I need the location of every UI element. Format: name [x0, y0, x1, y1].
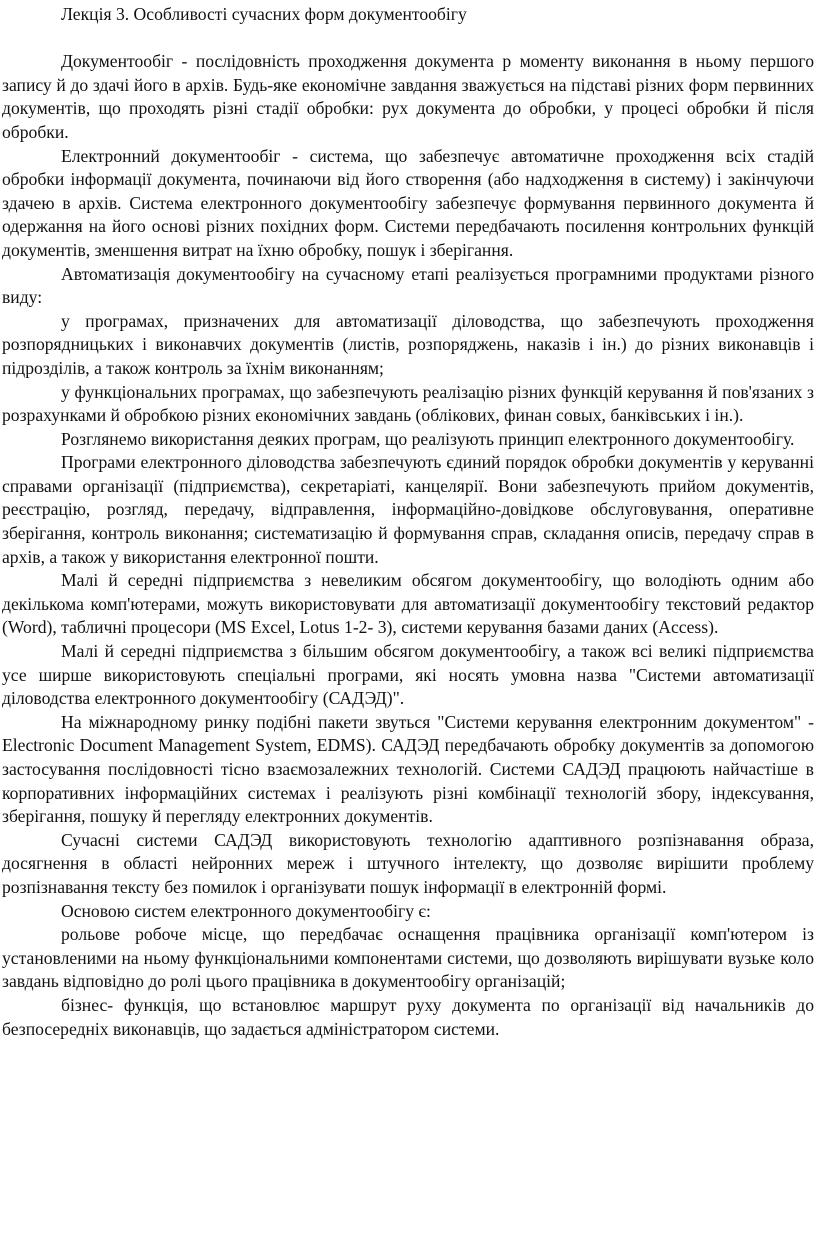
paragraph-business-function: бізнес- функція, що встановлює маршрут руху документа по організації від начальників до безпосередніх виконавців, що задається адміністратором системи. [2, 994, 814, 1039]
paragraph-international-market: На міжнародному ринку подібні пакети звуться "Системи керування електронним документом" - Electronic Document Management System, EDMS). САДЭД передбачають обробку документів за допомогою застосування послідовності тісно взаємозалежних технологій. Системи САДЭД працюють найчастіше в корпоративних інформаційних системах і реалізують різні комбінації технологій збору, індексування, зберігання, пошуку й перегляду електронних документів. [2, 711, 814, 827]
paragraph-electronic-document-flow: Електронний документообіг - система, що забезпечує автоматичне проходження всіх стадій обробки інформації документа, починаючи від його створення (або надходження в систему) і закінчуючи здачею в архів. Система електронного документообігу забезпечує формування первинного документа й одержання на його основі різних похідних форм. Системи передбачають посилення контрольних функцій документів, зменшення витрат на їхню обробку, пошук і зберігання. [2, 145, 814, 260]
paragraph-modern-systems: Сучасні системи САДЭД використовують технологію адаптивного розпізнавання образа, досягнення в області нейронних мереж і штучного інтелекту, що дозволяє вирішити проблему розпізнавання тексту без помилок і організувати пошук інформації в електронній формі. [2, 829, 814, 897]
paragraph-large-enterprises: Малі й середні підприємства з більшим обсягом документообігу, а також всі великі підприємства усе ширше використовують спеціальні програми, які носять умовна назва "Системи автоматизації діловодства електронного документообігу (САДЭД)". [2, 641, 814, 709]
paragraph-role-workplace: рольове робоче місце, що передбачає оснащення працівника організації комп'ютером із установленими на ньому функціональними компонентами системи, що дозволяють вирішувати вузьке коло завдань відповідно до ролі цього працівника в документообігу організацій; [2, 924, 814, 992]
paragraph-electronic-records-programs: Програми електронного діловодства забезпечують єдиний порядок обробки документів у керуванні справами організації (підприємства), секретаріаті, канцелярії. Вони забезпечують прийом документів, реєстрацію, розгляд, передачу, відправлення, інформаційно-довідкове обслуговування, оперативне зберігання, контроль виконання; систематизацію й формування справ, складання описів, передачу справ в архів, а також у використання електронної пошти. [2, 452, 814, 567]
paragraph-consider-programs: Розглянемо використання деяких програм, що реалізують принцип електронного документообігу. [61, 428, 795, 449]
paragraph-office-automation-programs: у програмах, призначених для автоматизації діловодства, що забезпечують проходження розпорядницьких і виконавчих документів (листів, розпоряджень, наказів і ін.) до різних виконавців і підрозділів, а також контроль за їхнім виконанням; [2, 310, 814, 378]
paragraph-functional-programs: у функціональних програмах, що забезпечують реалізацію різних функцій керування й пов'язаних з розрахунками й обробкою різних економічних завдань (облікових, финан совых, банківських і ін.). [2, 381, 814, 426]
lecture-title: Лекція 3. Особливості сучасних форм документообігу [61, 4, 467, 24]
paragraph-basis-of-systems: Основою систем електронного документообігу є: [61, 900, 431, 921]
paragraph-automation-intro: Автоматизація документообігу на сучасному етапі реалізується програмними продуктами різного виду: [2, 263, 814, 308]
paragraph-small-enterprises: Малі й середні підприємства з невеликим обсягом документообігу, що володіють одним або декількома комп'ютерами, можуть використовувати для автоматизації документообігу текстовий редактор (Word), табличні процесори (MS Excel, Lotus 1-2- 3), системи керування базами даних (Access). [2, 570, 814, 638]
paragraph-document-flow-definition: Документообіг - послідовність проходження документа р моменту виконання в ньому першого запису й до здачі його в архів. Будь-яке економічне завдання зважується на підставі різних форм первинних документів, що проходять різні стадії обробки: рух документа до обробки, у процесі обробки й після обробки. [2, 51, 814, 142]
